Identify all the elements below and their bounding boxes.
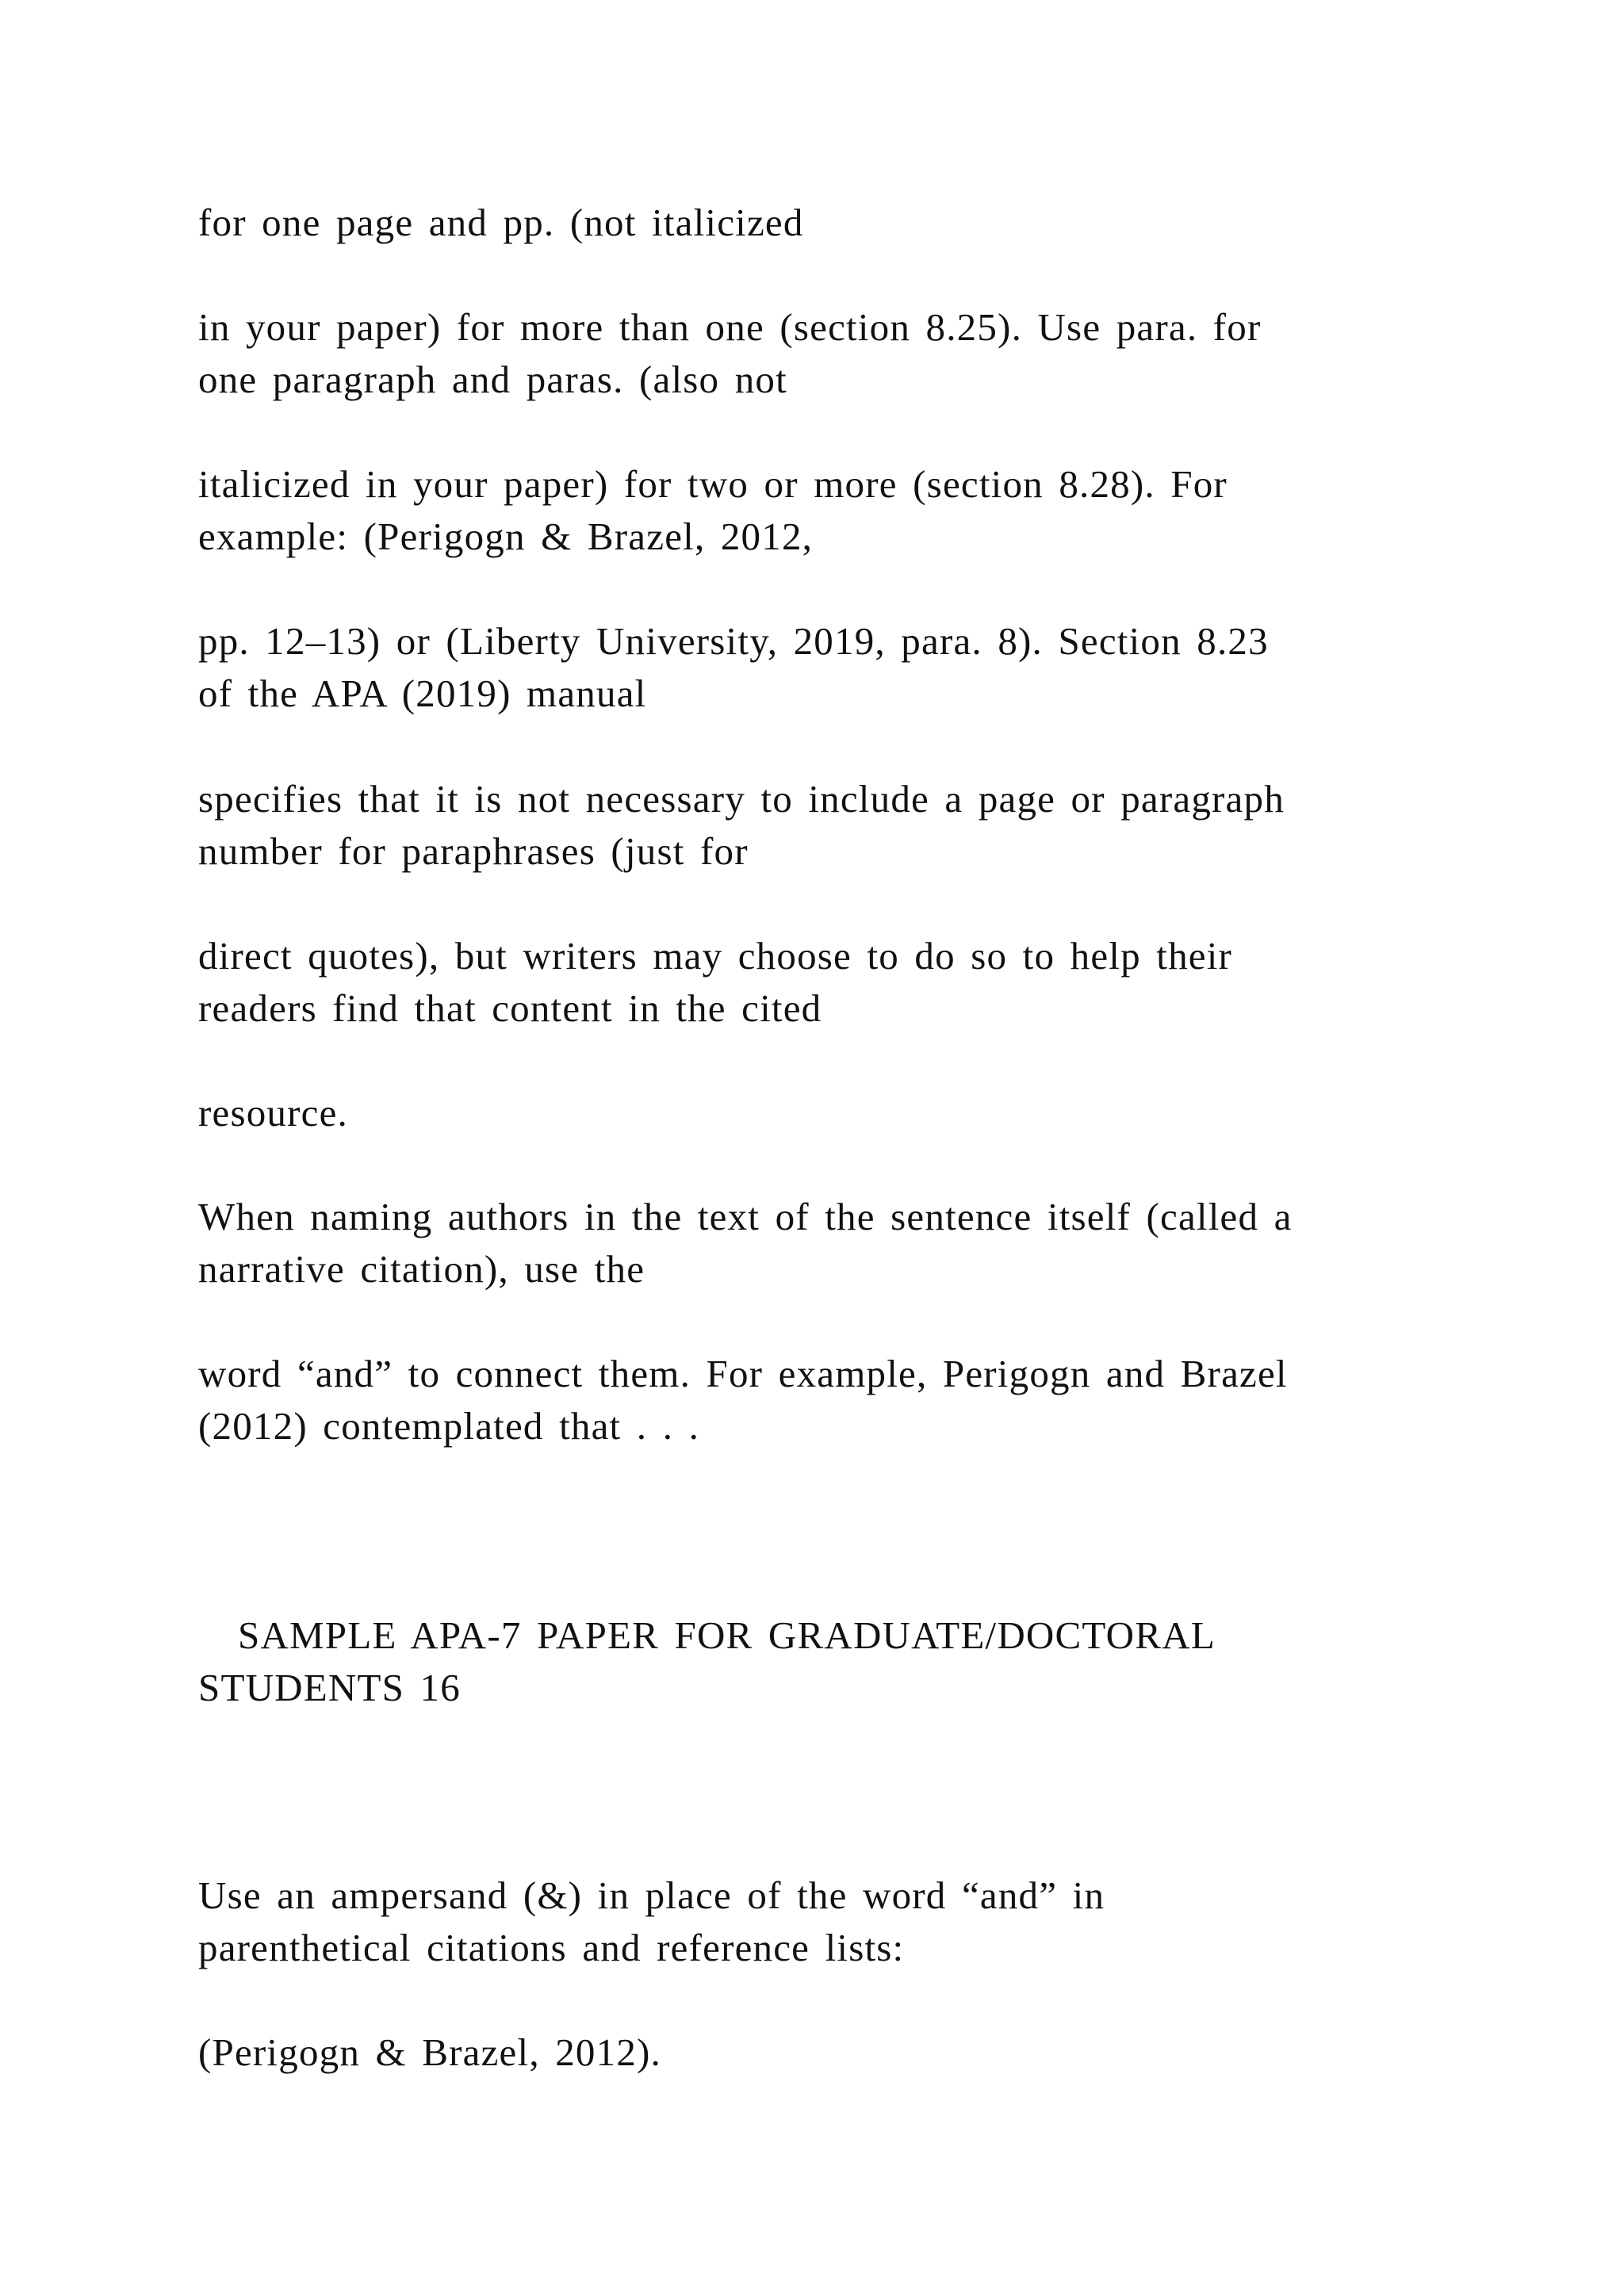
- text-line: example: (Perigogn & Brazel, 2012,: [198, 515, 814, 558]
- text-line: for one page and pp. (not italicized: [198, 201, 804, 244]
- text-line: number for paraphrases (just for: [198, 829, 749, 873]
- text-line: narrative citation), use the: [198, 1247, 645, 1291]
- text-line: italicized in your paper) for two or more (section 8.28). For: [198, 462, 1228, 506]
- text-line: one paragraph and paras. (also not: [198, 358, 787, 401]
- running-head-page-number: STUDENTS 16: [198, 1666, 461, 1709]
- text-line: (2012) contemplated that . . .: [198, 1404, 700, 1448]
- text-line: specifies that it is not necessary to include a page or paragraph: [198, 777, 1285, 821]
- text-line: Use an ampersand (&) in place of the word “and” in: [198, 1873, 1105, 1917]
- text-line: direct quotes), but writers may choose to do so to help their: [198, 934, 1233, 978]
- text-line: resource.: [198, 1091, 348, 1135]
- text-line: parenthetical citations and reference lists:: [198, 1926, 905, 1969]
- text-line: word “and” to connect them. For example, Perigogn and Brazel: [198, 1352, 1288, 1395]
- running-head: SAMPLE APA-7 PAPER FOR GRADUATE/DOCTORAL: [238, 1613, 1216, 1657]
- text-line: in your paper) for more than one (section 8.25). Use para. for: [198, 305, 1262, 349]
- text-line: of the APA (2019) manual: [198, 672, 647, 715]
- text-line: pp. 12–13) or (Liberty University, 2019, para. 8). Section 8.23: [198, 619, 1269, 663]
- text-line: When naming authors in the text of the sentence itself (called a: [198, 1195, 1293, 1238]
- text-line: (Perigogn & Brazel, 2012).: [198, 2030, 661, 2074]
- text-line: readers find that content in the cited: [198, 986, 822, 1030]
